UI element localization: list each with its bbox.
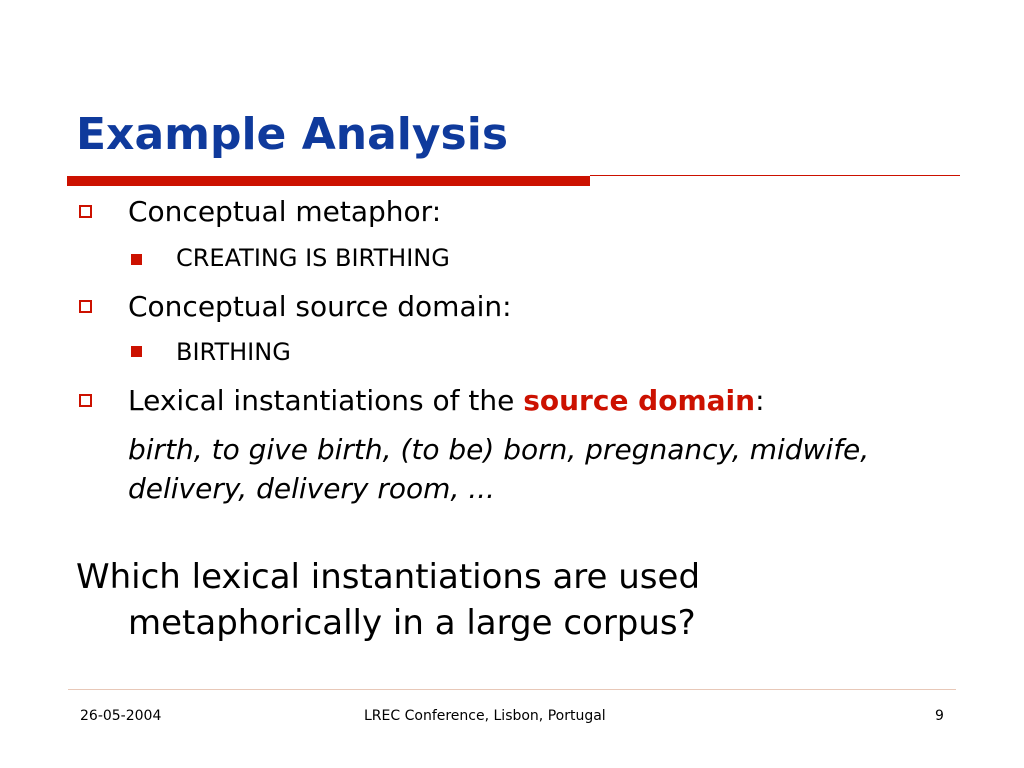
bullet-lexical-text: Lexical instantiations of the (128, 384, 524, 417)
filled-square-icon (131, 346, 142, 357)
research-question: Which lexical instantiations are used metaphorically in a large corpus? (76, 557, 701, 643)
footer-rule (68, 689, 956, 690)
bullet-conceptual-metaphor: Conceptual metaphor: (128, 195, 442, 228)
bullet-lexical-colon: : (755, 384, 765, 417)
footer-event: LREC Conference, Lisbon, Portugal (364, 708, 606, 724)
title-rule-thin (590, 175, 960, 176)
bullet-lexical-instantiations (128, 383, 765, 419)
bullet-conceptual-source-domain: Conceptual source domain: (128, 290, 512, 323)
sub-bullet-birthing: BIRTHING (176, 338, 291, 366)
sub-bullet-creating-is-birthing: CREATING IS BIRTHING (176, 244, 450, 272)
title-rule-thick (67, 176, 590, 186)
lexical-instantiation-list: birth, to give birth, (to be) born, pregnancy, midwife, delivery, delivery room, ... (128, 433, 870, 505)
hollow-square-icon (79, 205, 92, 218)
filled-square-icon (131, 254, 142, 265)
slide-title: Example Analysis (76, 109, 509, 160)
hollow-square-icon (79, 300, 92, 313)
footer-date: 26-05-2004 (80, 708, 162, 724)
footer-page-number: 9 (935, 708, 944, 724)
hollow-square-icon (79, 394, 92, 407)
source-domain-highlight: source domain (523, 384, 756, 417)
